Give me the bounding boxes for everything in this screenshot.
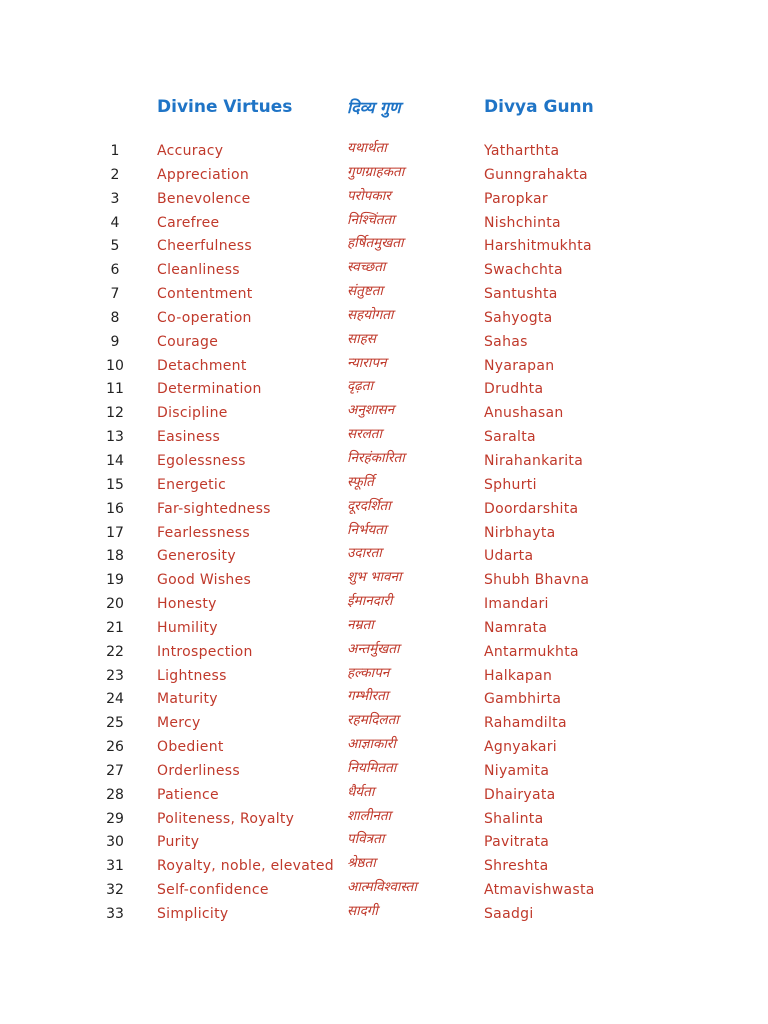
virtue-english: Patience — [157, 786, 219, 803]
row-number: 10 — [106, 357, 124, 374]
row-number: 16 — [106, 500, 124, 517]
row-number: 15 — [106, 476, 124, 493]
virtue-hindi: धैर्यता — [347, 783, 375, 800]
virtue-english: Carefree — [157, 214, 220, 231]
virtue-english: Co-operation — [157, 309, 252, 326]
table-row — [0, 522, 768, 546]
row-number: 18 — [106, 548, 124, 565]
row-number: 24 — [106, 691, 124, 708]
virtue-transliteration: Sphurti — [484, 476, 537, 493]
virtue-hindi: ईमानदारी — [347, 593, 393, 610]
virtue-transliteration: Anushasan — [484, 405, 564, 422]
row-number: 7 — [110, 286, 120, 303]
virtue-transliteration: Shalinta — [484, 810, 544, 827]
row-number: 20 — [106, 596, 124, 613]
row-number: 22 — [106, 643, 124, 660]
virtue-hindi: सहयोगता — [347, 306, 394, 323]
table-row — [0, 259, 768, 283]
virtue-english: Self-confidence — [157, 882, 269, 899]
row-number: 19 — [106, 572, 124, 589]
row-number: 25 — [106, 715, 124, 732]
virtue-english: Introspection — [157, 643, 253, 660]
row-number: 33 — [106, 906, 124, 922]
virtue-transliteration: Nirahankarita — [484, 452, 584, 469]
row-number: 5 — [110, 238, 120, 255]
row-number: 26 — [106, 739, 124, 756]
virtue-transliteration: Paropkar — [484, 190, 548, 207]
row-number: 12 — [106, 405, 124, 422]
row-number: 30 — [106, 834, 124, 851]
virtue-english: Generosity — [157, 548, 236, 565]
virtue-hindi: सादगी — [347, 903, 378, 919]
virtue-hindi: श्रेष्ठता — [347, 855, 376, 872]
virtue-hindi: दृढ़ता — [347, 378, 373, 395]
virtue-transliteration: Sahas — [484, 333, 528, 350]
row-number: 1 — [110, 143, 120, 159]
virtue-transliteration: Imandari — [484, 596, 549, 613]
virtue-transliteration: Rahamdilta — [484, 715, 567, 732]
virtue-transliteration: Shubh Bhavna — [484, 572, 590, 589]
virtue-english: Honesty — [157, 596, 217, 613]
virtue-hindi: गुणग्राहकता — [347, 163, 405, 180]
virtue-hindi: हल्कापन — [347, 664, 390, 681]
virtue-english: Humility — [157, 619, 218, 636]
virtue-english: Purity — [157, 834, 200, 851]
virtue-transliteration: Gambhirta — [484, 691, 562, 708]
virtue-english: Politeness, Royalty — [157, 810, 295, 827]
virtue-transliteration: Yatharthta — [484, 143, 560, 159]
virtue-hindi: दूरदर्शिता — [347, 497, 391, 514]
virtue-transliteration: Udarta — [484, 548, 534, 565]
row-number: 27 — [106, 762, 124, 779]
row-number: 21 — [106, 619, 124, 636]
virtue-hindi: परोपकार — [347, 187, 391, 204]
virtue-transliteration: Nishchinta — [484, 214, 561, 231]
table-row — [0, 593, 768, 617]
virtue-hindi: पवित्रता — [347, 831, 385, 848]
virtue-english: Egolessness — [157, 452, 246, 469]
virtue-transliteration: Sahyogta — [484, 309, 553, 326]
table-row — [0, 903, 768, 927]
virtue-transliteration: Swachchta — [484, 262, 563, 279]
virtue-transliteration: Namrata — [484, 619, 548, 636]
virtue-english: Discipline — [157, 405, 228, 422]
virtue-hindi: निर्भयता — [347, 521, 387, 538]
row-number: 2 — [110, 166, 120, 183]
header-divine-virtues: Divine Virtues — [157, 97, 293, 117]
row-number: 29 — [106, 810, 124, 827]
virtue-english: Energetic — [157, 476, 227, 493]
virtue-transliteration: Santushta — [484, 286, 558, 303]
virtue-transliteration: Saralta — [484, 429, 536, 446]
table-row — [0, 831, 768, 855]
virtue-english: Royalty, noble, elevated — [157, 858, 334, 875]
header-hindi: दिव्य गुण — [347, 98, 401, 117]
virtue-hindi: शालीनता — [347, 807, 392, 824]
table-row — [0, 307, 768, 331]
table-row — [0, 355, 768, 379]
virtue-transliteration: Saadgi — [484, 906, 534, 922]
virtue-transliteration: Atmavishwasta — [484, 882, 595, 899]
table-row — [0, 450, 768, 474]
virtue-transliteration: Agnyakari — [484, 739, 557, 756]
virtue-english: Appreciation — [157, 166, 249, 183]
virtue-transliteration: Antarmukhta — [484, 643, 579, 660]
header-divya-gunn: Divya Gunn — [484, 97, 594, 117]
virtue-hindi: हर्षितमुखता — [347, 235, 404, 252]
virtue-english: Far-sightedness — [157, 500, 271, 517]
row-number: 17 — [106, 524, 124, 541]
virtue-english: Courage — [157, 333, 219, 350]
virtue-hindi: नम्रता — [347, 616, 374, 633]
virtue-english: Simplicity — [157, 906, 229, 922]
virtue-english: Determination — [157, 381, 262, 398]
virtue-transliteration: Harshitmukhta — [484, 238, 592, 255]
virtue-hindi: शुभ भावना — [347, 569, 402, 586]
table-row — [0, 402, 768, 426]
virtue-english: Fearlessness — [157, 524, 251, 541]
virtue-english: Contentment — [157, 286, 253, 303]
row-number: 14 — [106, 452, 124, 469]
virtue-hindi: यथार्थता — [347, 140, 387, 156]
virtue-hindi: संतुष्टता — [347, 283, 383, 300]
virtue-transliteration: Shreshta — [484, 858, 549, 875]
row-number: 8 — [110, 309, 120, 326]
row-number: 4 — [110, 214, 120, 231]
row-number: 32 — [106, 882, 124, 899]
virtue-hindi: रहमदिलता — [347, 712, 399, 729]
virtue-transliteration: Pavitrata — [484, 834, 550, 851]
row-number: 11 — [106, 381, 124, 398]
virtue-english: Accuracy — [157, 143, 224, 159]
virtue-hindi: नियमितता — [347, 759, 397, 776]
virtue-hindi: न्यारापन — [347, 354, 387, 371]
virtue-transliteration: Halkapan — [484, 667, 553, 684]
virtue-transliteration: Nyarapan — [484, 357, 555, 374]
virtue-transliteration: Drudhta — [484, 381, 544, 398]
virtue-hindi: गम्भीरता — [347, 688, 389, 705]
virtue-transliteration: Niyamita — [484, 762, 550, 779]
row-number: 28 — [106, 786, 124, 803]
virtue-transliteration: Doordarshita — [484, 500, 579, 517]
virtues-list — [0, 140, 768, 927]
virtue-english: Easiness — [157, 429, 221, 446]
virtue-hindi: आत्मविश्वास्ता — [347, 879, 417, 896]
row-number: 31 — [106, 858, 124, 875]
virtue-english: Good Wishes — [157, 572, 252, 589]
virtue-english: Orderliness — [157, 762, 240, 779]
virtue-english: Cheerfulness — [157, 238, 252, 255]
row-number: 3 — [110, 190, 120, 207]
row-number: 6 — [110, 262, 120, 279]
table-row — [0, 760, 768, 784]
virtue-hindi: निश्चिंतता — [347, 211, 395, 228]
row-number: 23 — [106, 667, 124, 684]
virtue-hindi: स्वच्छता — [347, 259, 386, 276]
virtue-english: Benevolence — [157, 190, 251, 207]
virtue-english: Lightness — [157, 667, 227, 684]
virtue-transliteration: Nirbhayta — [484, 524, 556, 541]
virtue-hindi: स्फूर्ति — [347, 473, 374, 490]
virtue-hindi: अनुशासन — [347, 402, 395, 419]
virtue-english: Detachment — [157, 357, 247, 374]
virtue-hindi: आज्ञाकारी — [347, 736, 396, 753]
virtue-hindi: अन्तर्मुखता — [347, 640, 400, 657]
virtue-transliteration: Dhairyata — [484, 786, 556, 803]
virtue-hindi: साहस — [347, 330, 376, 347]
row-number: 9 — [110, 333, 120, 350]
virtue-transliteration: Gunngrahakta — [484, 166, 588, 183]
virtue-hindi: सरलता — [347, 426, 382, 443]
row-number: 13 — [106, 429, 124, 446]
virtue-english: Maturity — [157, 691, 218, 708]
virtue-english: Obedient — [157, 739, 224, 756]
virtue-hindi: निरहंकारिता — [347, 449, 405, 466]
table-row — [0, 879, 768, 903]
virtue-hindi: उदारता — [347, 545, 382, 562]
table-header — [0, 95, 768, 121]
virtue-english: Cleanliness — [157, 262, 240, 279]
virtue-english: Mercy — [157, 715, 201, 732]
